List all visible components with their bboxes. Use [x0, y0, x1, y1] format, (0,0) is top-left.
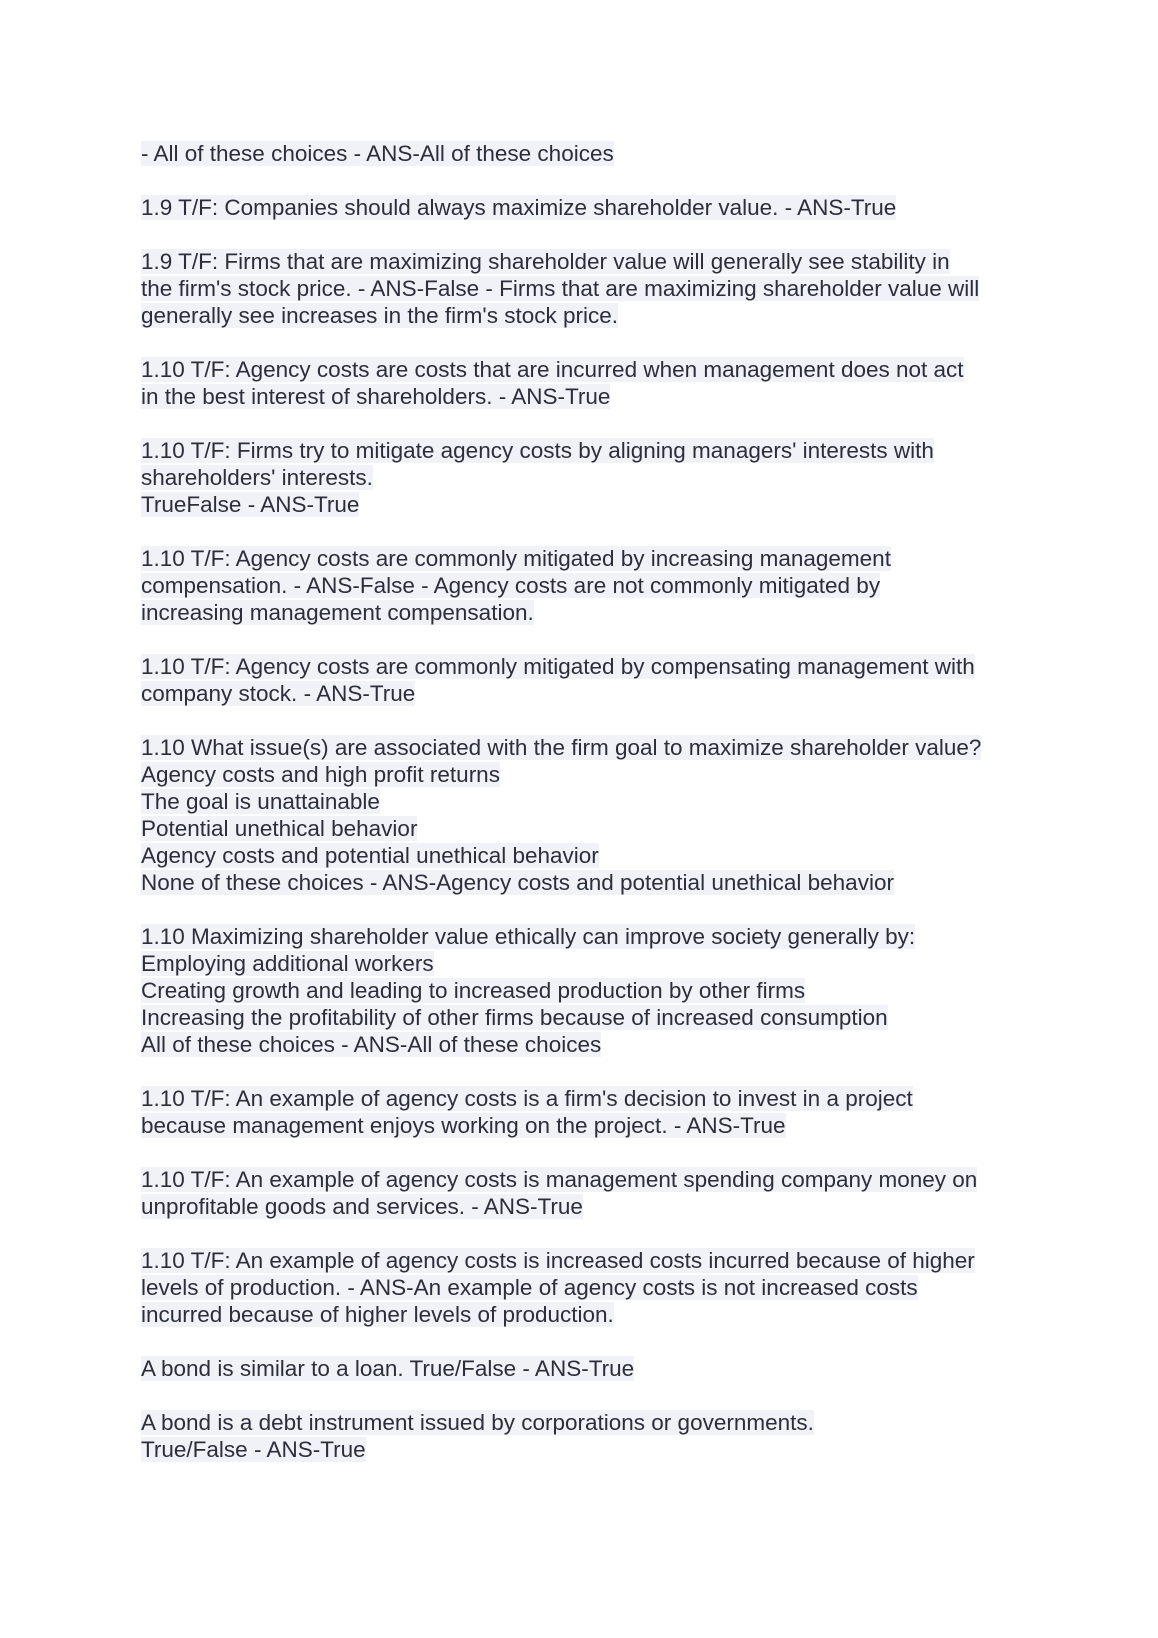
qa-entry — [141, 653, 1021, 707]
text-line-content: 1.10 T/F: Agency costs are commonly mitigated by increasing management — [141, 546, 891, 571]
text-line-content: Agency costs and potential unethical behavior — [141, 843, 599, 868]
text-line-content: Employing additional workers — [141, 951, 434, 976]
text-line — [141, 734, 1021, 761]
text-line — [141, 815, 1021, 842]
text-line — [141, 788, 1021, 815]
text-line — [141, 1355, 1021, 1382]
text-line-content: compensation. - ANS-False - Agency costs are not commonly mitigated by — [141, 573, 881, 598]
text-line-content: Potential unethical behavior — [141, 816, 418, 841]
text-line — [141, 572, 1021, 599]
qa-entry — [141, 1355, 1021, 1382]
text-line — [141, 1247, 1021, 1274]
text-line — [141, 383, 1021, 410]
text-line — [141, 680, 1021, 707]
text-line — [141, 248, 1021, 275]
text-line — [141, 977, 1021, 1004]
qa-entry — [141, 1166, 1021, 1220]
qa-entry — [141, 437, 1021, 518]
text-line — [141, 545, 1021, 572]
qa-entry — [141, 545, 1021, 626]
text-line-content: 1.10 T/F: Agency costs are costs that are incurred when management does not act — [141, 357, 964, 382]
text-line-content: A bond is a debt instrument issued by corporations or governments. — [141, 1410, 814, 1435]
text-line — [141, 140, 1021, 167]
text-line — [141, 1085, 1021, 1112]
text-line — [141, 1274, 1021, 1301]
text-line — [141, 356, 1021, 383]
text-line — [141, 1166, 1021, 1193]
text-line-content: 1.10 T/F: An example of agency costs is increased costs incurred because of higher — [141, 1248, 975, 1273]
text-line — [141, 1409, 1021, 1436]
text-line — [141, 194, 1021, 221]
text-line — [141, 464, 1021, 491]
text-line-content: Creating growth and leading to increased production by other firms — [141, 978, 806, 1003]
text-line-content: Agency costs and high profit returns — [141, 762, 500, 787]
text-line-content: TrueFalse - ANS-True — [141, 492, 360, 517]
text-line-content: 1.9 T/F: Companies should always maximize shareholder value. - ANS-True — [141, 195, 897, 220]
text-line — [141, 1301, 1021, 1328]
text-line — [141, 599, 1021, 626]
text-line-content: True/False - ANS-True — [141, 1437, 366, 1462]
text-line-content: because management enjoys working on the project. - ANS-True — [141, 1113, 786, 1138]
text-line-content: 1.9 T/F: Firms that are maximizing shareholder value will generally see stability in — [141, 249, 950, 274]
text-line-content: - All of these choices - ANS-All of these choices — [141, 141, 614, 166]
text-line — [141, 923, 1021, 950]
text-line-content: the firm's stock price. - ANS-False - Firms that are maximizing shareholder value will — [141, 276, 980, 301]
text-line-content: 1.10 T/F: Agency costs are commonly mitigated by compensating management with — [141, 654, 975, 679]
qa-entry — [141, 1409, 1021, 1463]
text-line-content: The goal is unattainable — [141, 789, 380, 814]
text-line — [141, 950, 1021, 977]
text-line-content: All of these choices - ANS-All of these choices — [141, 1032, 602, 1057]
text-line-content: increasing management compensation. — [141, 600, 534, 625]
qa-entry — [141, 194, 1021, 221]
qa-entry — [141, 1085, 1021, 1139]
text-line-content: 1.10 T/F: Firms try to mitigate agency costs by aligning managers' interests with — [141, 438, 934, 463]
text-line — [141, 275, 1021, 302]
text-line — [141, 1031, 1021, 1058]
text-line — [141, 491, 1021, 518]
text-line — [141, 1436, 1021, 1463]
text-line — [141, 761, 1021, 788]
text-line-content: None of these choices - ANS-Agency costs and potential unethical behavior — [141, 870, 894, 895]
text-line-content: generally see increases in the firm's stock price. — [141, 303, 618, 328]
text-line — [141, 1193, 1021, 1220]
qa-entry — [141, 140, 1021, 167]
text-line — [141, 302, 1021, 329]
text-line-content: 1.10 Maximizing shareholder value ethically can improve society generally by: — [141, 924, 916, 949]
text-line-content: Increasing the profitability of other firms because of increased consumption — [141, 1005, 888, 1030]
qa-entry — [141, 248, 1021, 329]
text-line-content: 1.10 What issue(s) are associated with the firm goal to maximize shareholder value? — [141, 735, 982, 760]
text-line-content: company stock. - ANS-True — [141, 681, 416, 706]
text-line — [141, 653, 1021, 680]
text-line-content: incurred because of higher levels of production. — [141, 1302, 614, 1327]
qa-entry — [141, 734, 1021, 896]
text-line-content: A bond is similar to a loan. True/False - ANS-True — [141, 1356, 635, 1381]
qa-entry — [141, 1247, 1021, 1328]
text-line — [141, 842, 1021, 869]
text-line — [141, 437, 1021, 464]
text-line — [141, 1004, 1021, 1031]
text-line-content: unprofitable goods and services. - ANS-True — [141, 1194, 583, 1219]
qa-entry — [141, 356, 1021, 410]
text-line-content: 1.10 T/F: An example of agency costs is a firm's decision to invest in a project — [141, 1086, 913, 1111]
qa-entry — [141, 923, 1021, 1058]
document-body — [141, 140, 1021, 1490]
text-line — [141, 869, 1021, 896]
text-line-content: 1.10 T/F: An example of agency costs is management spending company money on — [141, 1167, 978, 1192]
text-line-content: shareholders' interests. — [141, 465, 373, 490]
text-line-content: in the best interest of shareholders. - ANS-True — [141, 384, 611, 409]
text-line — [141, 1112, 1021, 1139]
text-line-content: levels of production. - ANS-An example of agency costs is not increased costs — [141, 1275, 918, 1300]
